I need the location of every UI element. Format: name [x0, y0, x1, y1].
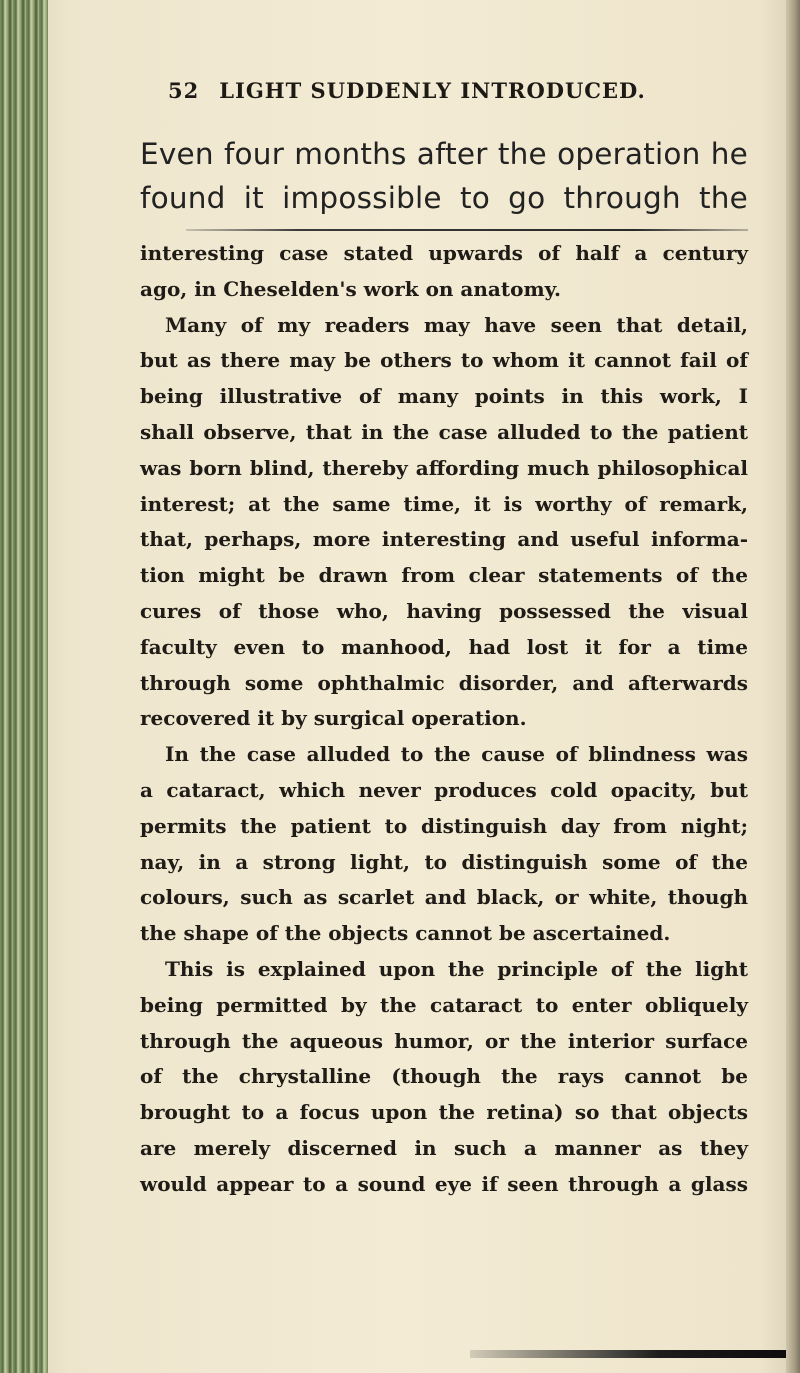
text-line: colours, such as scarlet and black, or white, though — [140, 885, 748, 910]
text-line: This is explained upon the principle of the light — [165, 956, 748, 981]
text-line: nay, in a strong light, to distinguish some of the — [140, 849, 748, 874]
text-line: was born blind, thereby affording much philosophical — [140, 455, 748, 480]
text-line: but as there may be others to whom it cannot fail of — [140, 348, 748, 373]
text-line: would appear to a sound eye if seen through a glass — [140, 1171, 748, 1196]
body-text — [140, 236, 748, 1203]
text-line: interest; at the same time, it is worthy of remark, — [140, 491, 748, 516]
text-line: ago, in Cheselden's work on anatomy. — [140, 276, 561, 301]
bottom-rule — [470, 1350, 786, 1358]
text-line: shall observe, that in the case alluded to the patient — [140, 419, 748, 444]
binding-gutter — [0, 0, 48, 1373]
text-line: In the case alluded to the cause of blindness was — [165, 742, 748, 767]
text-line: cures of those who, having possessed the visual — [140, 598, 748, 623]
text-line: interesting case stated upwards of half a century — [140, 241, 748, 265]
text-line: faculty even to manhood, had lost it for a time — [140, 634, 748, 659]
text-line: that, perhaps, more interesting and useful informa- — [140, 527, 748, 552]
text-line: being illustrative of many points in this work, I — [140, 384, 748, 409]
page-number: 52 — [168, 78, 200, 103]
text-line: permits the patient to distinguish day from night; — [140, 813, 748, 838]
running-head — [168, 78, 748, 103]
text-line: being permitted by the cataract to enter obliquely — [140, 992, 748, 1017]
page-edge — [786, 0, 800, 1373]
text-line: Many of my readers may have seen that detail, — [165, 312, 748, 337]
text-line: a cataract, which never produces cold opacity, but — [140, 777, 748, 802]
caption-line: found it impossible to go through the — [140, 181, 748, 215]
text-line: through some ophthalmic disorder, and afterwards — [140, 670, 748, 695]
caption-line: Even four months after the operation he — [140, 137, 748, 171]
running-head-title: LIGHT SUDDENLY INTRODUCED. — [219, 78, 646, 103]
divider-rule — [186, 229, 748, 231]
text-line: the shape of the objects cannot be ascertained. — [140, 921, 671, 946]
text-line: brought to a focus upon the retina) so that objects — [140, 1100, 748, 1125]
text-line: of the chrystalline (though the rays cannot be — [140, 1064, 748, 1089]
text-line: recovered it by surgical operation. — [140, 706, 527, 731]
text-line: tion might be drawn from clear statements of the — [140, 563, 748, 588]
text-line: through the aqueous humor, or the interior surface — [140, 1028, 748, 1053]
handwritten-caption — [140, 132, 748, 220]
text-line: are merely discerned in such a manner as they — [140, 1135, 748, 1160]
